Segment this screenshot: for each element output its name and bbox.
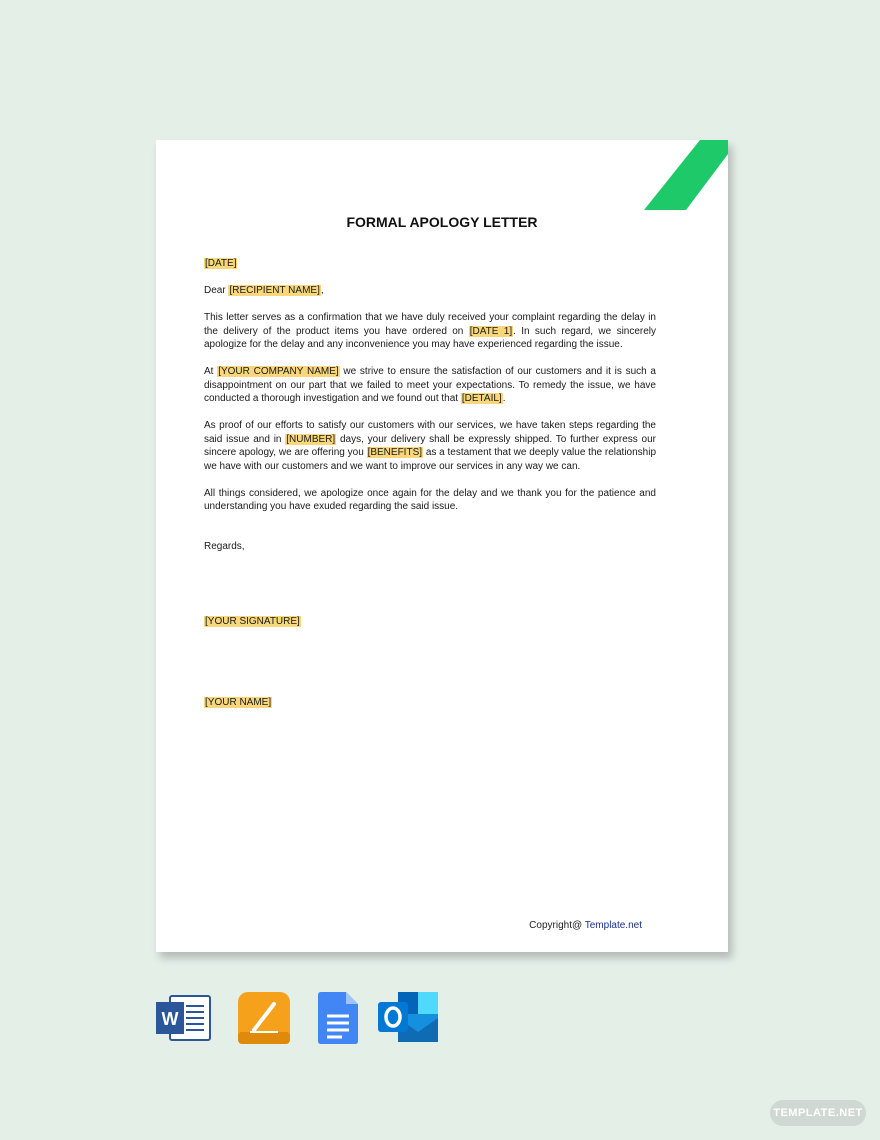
- date-line: [204, 257, 656, 271]
- letter-title: FORMAL APOLOGY LETTER: [346, 214, 538, 230]
- paragraph-3: [204, 419, 656, 473]
- outlook-icon[interactable]: [378, 992, 440, 1044]
- salutation: [204, 284, 656, 298]
- green-corner-stripe: [644, 140, 728, 210]
- paragraph-2: [204, 365, 656, 406]
- signature-line: [204, 615, 656, 629]
- svg-text:W: W: [161, 1009, 179, 1029]
- p2-text-c: .: [502, 393, 506, 404]
- letter-body: [204, 257, 656, 723]
- p3-text-a: As proof of our efforts to satisfy our customers with our services, we have taken steps regarding the said issue and in: [204, 420, 656, 445]
- closing: Regards,: [204, 540, 245, 552]
- recipient-placeholder: [RECIPIENT NAME]: [229, 285, 320, 296]
- detail-placeholder: [DETAIL]: [461, 393, 502, 404]
- date1-placeholder: [DATE 1]: [469, 325, 513, 337]
- name-placeholder: [YOUR NAME]: [205, 696, 272, 708]
- date-placeholder: [DATE]: [205, 258, 237, 269]
- p2-text-b: we strive to ensure the satisfaction of our customers and it is such a disappointment on our part that we failed to meet your expectations. To remedy the issue, we have conducted a thorough investigation and we found out that: [204, 366, 656, 404]
- word-icon[interactable]: [156, 992, 212, 1044]
- paragraph-1: [204, 311, 656, 352]
- salutation-suffix: ,: [320, 285, 324, 296]
- copyright-prefix: Copyright@: [529, 920, 583, 931]
- signature-placeholder: [YOUR SIGNATURE]: [205, 615, 300, 627]
- number-placeholder: [NUMBER]: [286, 433, 336, 445]
- p1-text-a: This letter serves as a confirmation that we have duly received your complaint regarding the delay in the delivery of the product items you have ordered on: [204, 312, 656, 337]
- template-net-badge[interactable]: TEMPLATE.NET: [770, 1100, 866, 1126]
- company-placeholder: [YOUR COMPANY NAME]: [218, 366, 339, 377]
- p1-text-b: . In such regard, we sincerely apologize for the delay and any inconvenience you may have experienced regarding the issue.: [204, 325, 657, 350]
- salutation-prefix: Dear: [204, 285, 226, 296]
- p2-text-a: At: [204, 366, 214, 377]
- copyright: [529, 920, 642, 931]
- p3-text-b: days, your delivery shall be expressly shipped. To further express our sincere apology, we are offering you: [204, 433, 656, 458]
- paragraph-4: All things considered, we apologize once again for the delay and we thank you for the patience and understanding you have exuded regarding the said issue.: [204, 487, 656, 512]
- benefits-placeholder: [BENEFITS]: [367, 447, 423, 458]
- google-docs-icon[interactable]: [318, 992, 358, 1044]
- p3-text-c: as a testament that we deeply value the relationship we have with our customers and we want to improve our services in any way we can.: [204, 447, 657, 472]
- name-line: [204, 696, 656, 710]
- letter-page: [156, 140, 728, 952]
- copyright-site: Template.net: [584, 920, 642, 931]
- pages-icon[interactable]: [238, 992, 290, 1044]
